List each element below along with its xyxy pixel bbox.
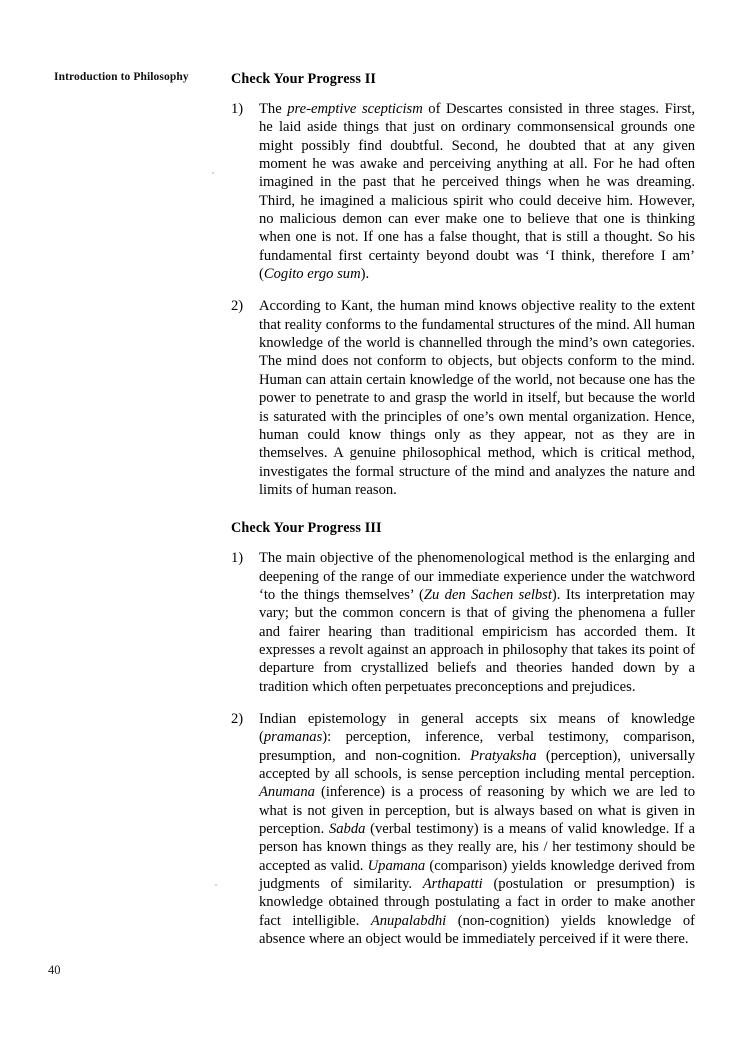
item-marker: 1) xyxy=(231,101,244,117)
answer-item xyxy=(231,100,695,283)
running-head: Introduction to Philosophy xyxy=(54,71,189,83)
answer-item xyxy=(231,710,695,948)
answer-item xyxy=(231,297,695,499)
answer-text: The main objective of the phenomenological method is the enlarging and deepening of the range of our immediate experience under the watchword ‘to the things themselves’ (Zu den Sachen selbst). Its interpretation may vary; but the common concern is that of giving the phenomena a fuller and fairer hearing than traditional empiricism has accorded them. It expresses a revolt against an approach in philosophy that takes its point of departure from crystallized beliefs and theories handed down by a tradition which often perpetuates preconceptions and prejudices. xyxy=(259,550,695,695)
answer-item xyxy=(231,549,695,696)
page-number: 40 xyxy=(48,963,61,977)
item-marker: 1) xyxy=(231,550,244,567)
scan-speckle xyxy=(212,172,214,174)
main-text-column xyxy=(231,70,695,948)
section-check-your-progress-iii xyxy=(231,519,695,948)
section-heading: Check Your Progress II xyxy=(231,71,377,87)
answer-text: The pre-emptive scepticism of Descartes consisted in three stages. First, he laid aside things that just on ordinary commonsensical grounds one might possibly find doubtful. Second, he doubted that at any given moment he was awake and perceiving anything at all. For he had often imagined in the past that he perceived things when he was dreaming. Third, he imagined a malicious spirit who could deceive him. However, no malicious demon can ever make one to believe that one is thinking when one is not. If one has a false thought, that is still a thought. So his fundamental first certainty beyond doubt was ‘I think, therefore I am’ (Cogito ergo sum). xyxy=(259,101,696,283)
answer-text: According to Kant, the human mind knows objective reality to the extent that reality conforms to the fundamental structures of the mind. All human knowledge of the world is channelled through the mind’s own categories. The mind does not conform to objects, but objects conform to the mind. Human can attain certain knowledge of the world, not because one has the power to penetrate to and grasp the world in itself, but because the world is saturated with the principles of one’s own mental organization. Hence, human could know things only as they appear, not as they are in themselves. A genuine philosophical method, which is critical method, investigates the formal structure of the mind and analyzes the nature and limits of human reason. xyxy=(259,298,695,498)
item-marker: 2) xyxy=(231,710,244,727)
item-marker: 2) xyxy=(231,298,244,315)
section-heading: Check Your Progress III xyxy=(231,520,382,537)
answer-text: Indian epistemology in general accepts six means of knowledge (pramanas): perception, inference, verbal testimony, comparison, presumption, and non-cognition. Pratyaksha (perception), universally accepted by all schools, is sense perception including mental perception. Anumana (inference) is a process of reasoning by which we are led to what is not given in perception, but is always based on what is given in perception. Sabda (verbal testimony) is a means of valid knowledge. If a person has known things as they really are, his / her testimony should be accepted as valid. Upamana (comparison) yields knowledge derived from judgments of similarity. Arthapatti (postulation or presumption) is knowledge obtained through postulating a fact in order to make another fact intelligible. Anupalabdhi (non-cognition) yields knowledge of absence where an object would be immediately perceived if it were there. xyxy=(259,710,696,948)
section-check-your-progress-ii xyxy=(231,70,695,499)
scan-speckle xyxy=(215,884,217,886)
